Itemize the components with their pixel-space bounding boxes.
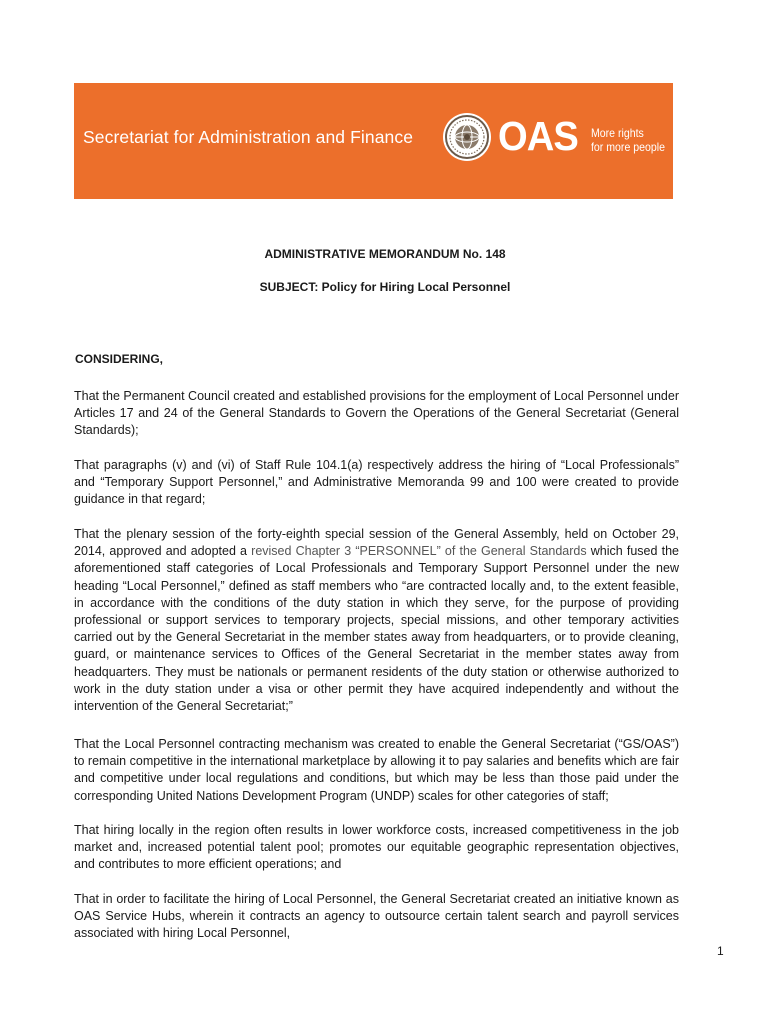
paragraph-3-rest: which fused the aforementioned staff categories of Local Professionals and Temporary Support Personnel under the new heading “Local Personnel,” defined as staff members who “are contracted locally and, to the extent feasible, in accordance with the conditions of the duty station in which they serve, for the purpose of providing professional or support services to temporary projects, special missions, and other temporary activities carried out by the General Secretariat in the member states away from headquarters, or to provide cleaning, guard, or maintenance services to Offices of the General Secretariat in the member states away from headquarters. They must be nationals or permanent residents of the duty station or otherwise authorized to work in the duty station under a visa or other permit they have acquired independently and without the intervention of the General Secretariat;” bbox=[74, 544, 679, 714]
oas-logo-text: OAS bbox=[498, 113, 578, 159]
oas-seal-icon bbox=[442, 112, 492, 162]
general-standards-link[interactable]: revised Chapter 3 “PERSONNEL” of the General Standards bbox=[251, 544, 587, 559]
paragraph-3-intro: That the plenary session of the forty-eighth special session of the General Assembly, held on October 29, 2014, approved and adopted a bbox=[74, 527, 679, 559]
tagline-line-2: for more people bbox=[591, 140, 665, 154]
considering-heading: CONSIDERING, bbox=[75, 352, 164, 366]
memo-number: ADMINISTRATIVE MEMORANDUM No. 148 bbox=[264, 247, 506, 261]
paragraph-4: That the Local Personnel contracting mechanism was created to enable the General Secretariat (“GS/OAS”) to remain competitive in the international marketplace by allowing it to pay salaries and benefits which are fair and competitive under local regulations and conditions, but which may be less than those paid under the corresponding United Nations Development Program (UNDP) scales for other categories of staff; bbox=[74, 737, 679, 803]
memo-subject: SUBJECT: Policy for Hiring Local Personnel bbox=[259, 280, 511, 294]
paragraph-6: That in order to facilitate the hiring of Local Personnel, the General Secretariat created an initiative known as OAS Service Hubs, wherein it contracts an agency to outsource certain talent search and payroll services associated with hiring Local Personnel, bbox=[74, 892, 679, 941]
paragraph-3 bbox=[74, 526, 679, 715]
oas-tagline bbox=[591, 126, 665, 154]
paragraph-1: That the Permanent Council created and established provisions for the employment of Local Personnel under Articles 17 and 24 of the General Standards to Govern the Operations of the General Secretariat (General Standards); bbox=[74, 389, 679, 438]
paragraph-2: That paragraphs (v) and (vi) of Staff Rule 104.1(a) respectively address the hiring of “Local Professionals” and “Temporary Support Personnel,” and Administrative Memoranda 99 and 100 were created to provide guidance in that regard; bbox=[74, 458, 679, 507]
paragraph-5: That hiring locally in the region often results in lower workforce costs, increased competitiveness in the job market and, increased potential talent pool; promotes our equitable geographic representation objectives, and contributes to more efficient operations; and bbox=[74, 823, 679, 872]
page-number: 1 bbox=[717, 944, 724, 958]
header-banner bbox=[74, 83, 673, 199]
tagline-line-1: More rights bbox=[591, 126, 644, 140]
banner-title: Secretariat for Administration and Finance bbox=[83, 127, 414, 147]
